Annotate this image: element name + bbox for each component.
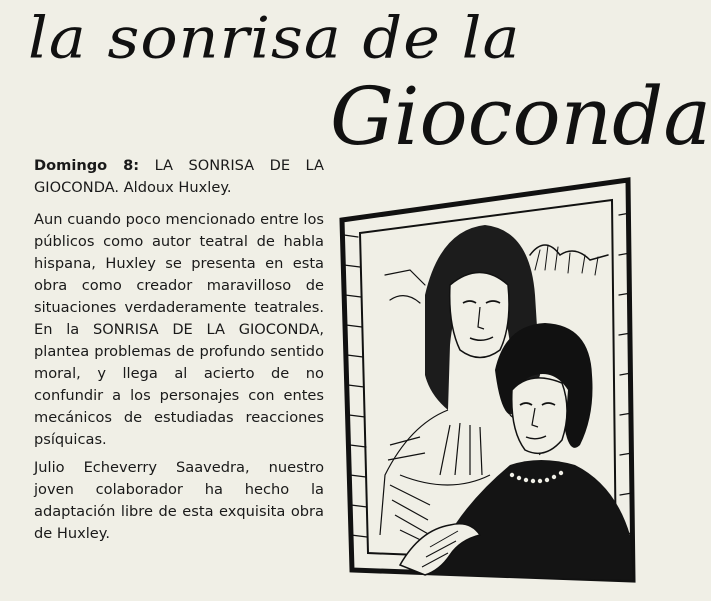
article-text [34, 155, 324, 551]
entry-heading [34, 155, 324, 199]
gioconda-illustration [330, 175, 648, 595]
entry-heading-text: LA SONRISA DE LA GIOCONDA. Aldoux Huxley. [34, 157, 324, 196]
entry-day-label: Domingo 8: [34, 157, 140, 174]
paragraph-1: Aun cuando poco mencionado entre los públicos como autor teatral de habla hispana, Huxley se presenta en esta obra como creador maravilloso de situaciones verdaderamente teatrales. En la SONRISA DE LA GIOCONDA, plantea problemas de profundo sentido moral, y llega al acierto de no confundir a los personajes con entes mecánicos de estudiadas reacciones psíquicas. [34, 211, 324, 448]
paragraph-2: Julio Echeverry Saavedra, nuestro joven colaborador ha hecho la adaptación libre de esta exquisita obra de Huxley. [34, 459, 324, 542]
title-line-2: Gioconda [330, 70, 711, 163]
title-line-1: la sonrisa de la [28, 4, 521, 72]
